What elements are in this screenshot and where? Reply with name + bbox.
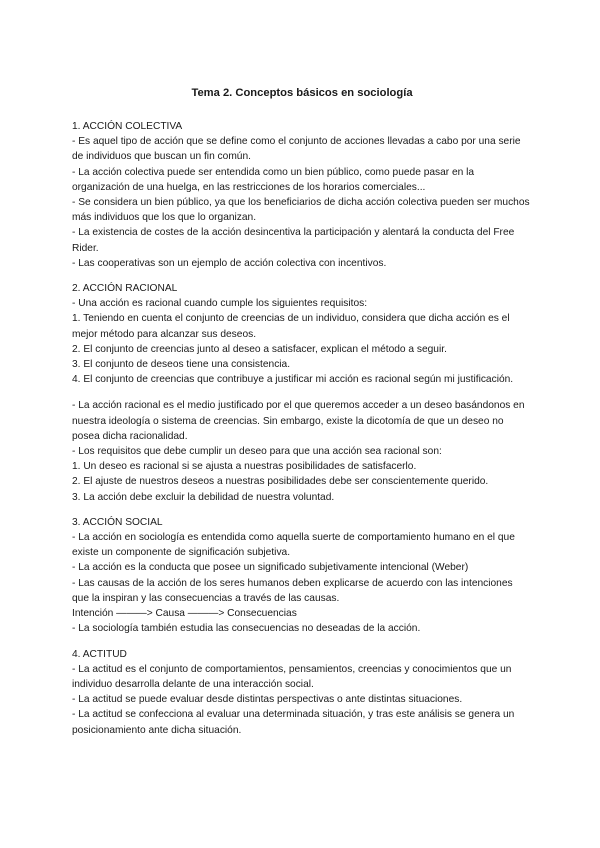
section-heading: 1. ACCIÓN COLECTIVA xyxy=(72,121,183,132)
paragraph-line: - La actitud se confecciona al evaluar una determinada situación, y tras este análisis se genera un posicionamiento ante dicha situación. xyxy=(72,709,515,736)
document-page xyxy=(72,86,532,738)
paragraph-line: 3. La acción debe excluir la debilidad de nuestra voluntad. xyxy=(72,491,335,503)
section-heading: 2. ACCIÓN RACIONAL xyxy=(72,283,178,295)
paragraph-line: - La acción es la conducta que posee un significado subjetivamente intencional (Weber) xyxy=(72,562,469,574)
paragraph-line: - La acción en sociología es entendida como aquella suerte de comportamiento humano en el que existe un componente de significación subjetiva. xyxy=(72,532,515,559)
paragraph-line: 2. El conjunto de creencias junto al deseo a satisfacer, explican el método a seguir. xyxy=(72,343,447,355)
paragraph-line: - Se considera un bien público, ya que los beneficiarios de dicha acción colectiva pueden ser muchos más individuos que los que lo organizan. xyxy=(72,197,530,224)
paragraph-line: - La acción colectiva puede ser entendida como un bien público, como puede pasar en la organización de una huelga, en las restricciones de los horarios comerciales... xyxy=(72,166,475,193)
paragraph-line: 3. El conjunto de deseos tiene una consistencia. xyxy=(72,359,291,371)
paragraph-line: - Las causas de la acción de los seres humanos deben explicarse de acuerdo con las intenciones que la inspiran y las consecuencias a través de las causas. xyxy=(72,577,513,604)
paragraph-line: 2. El ajuste de nuestros deseos a nuestras posibilidades debe ser conscientemente querido. xyxy=(72,476,489,488)
paragraph-line: - La sociología también estudia las consecuencias no deseadas de la acción. xyxy=(72,623,421,635)
section-heading: 3. ACCIÓN SOCIAL xyxy=(72,516,163,528)
paragraph-line: - Es aquel tipo de acción que se define como el conjunto de acciones llevadas a cabo por una serie de individuos que buscan un fin común. xyxy=(72,136,521,163)
section-accion-colectiva xyxy=(72,119,532,271)
section-heading: 4. ACTITUD xyxy=(72,648,127,660)
section-accion-social xyxy=(72,515,532,637)
paragraph-line: - La acción racional es el medio justificado por el que queremos acceder a un deseo basándonos en nuestra ideología o sistema de creencias. Sin embargo, existe la dicotomía de que un deseo no posea dicha racionalidad. xyxy=(72,400,525,442)
paragraph-line: - La actitud se puede evaluar desde distintas perspectivas o ante distintas situaciones. xyxy=(72,694,463,706)
paragraph-line: 4. El conjunto de creencias que contribuye a justificar mi acción es racional según mi justificación. xyxy=(72,374,514,386)
section-actitud xyxy=(72,647,532,738)
paragraph-line: - Las cooperativas son un ejemplo de acción colectiva con incentivos. xyxy=(72,257,387,269)
page-title: Tema 2. Conceptos básicos en sociología xyxy=(191,87,413,99)
paragraph-line: - Los requisitos que debe cumplir un deseo para que una acción sea racional son: xyxy=(72,446,442,458)
paragraph-line: 1. Un deseo es racional si se ajusta a nuestras posibilidades de satisfacerlo. xyxy=(72,461,417,473)
paragraph-line: - La existencia de costes de la acción desincentiva la participación y alentará la conducta del Free Rider. xyxy=(72,227,515,254)
intention-cause-consequence-line: Intención ———> Causa ———> Consecuencias xyxy=(72,608,297,620)
paragraph-line: - Una acción es racional cuando cumple los siguientes requisitos: xyxy=(72,298,368,310)
section-accion-racional xyxy=(72,281,532,505)
paragraph-line: - La actitud es el conjunto de comportamientos, pensamientos, creencias y conocimientos que un individuo desarrolla delante de una interacción social. xyxy=(72,663,512,690)
paragraph-line: 1. Teniendo en cuenta el conjunto de creencias de un individuo, considera que dicha acción es el mejor método para alcanzar sus deseos. xyxy=(72,313,510,340)
